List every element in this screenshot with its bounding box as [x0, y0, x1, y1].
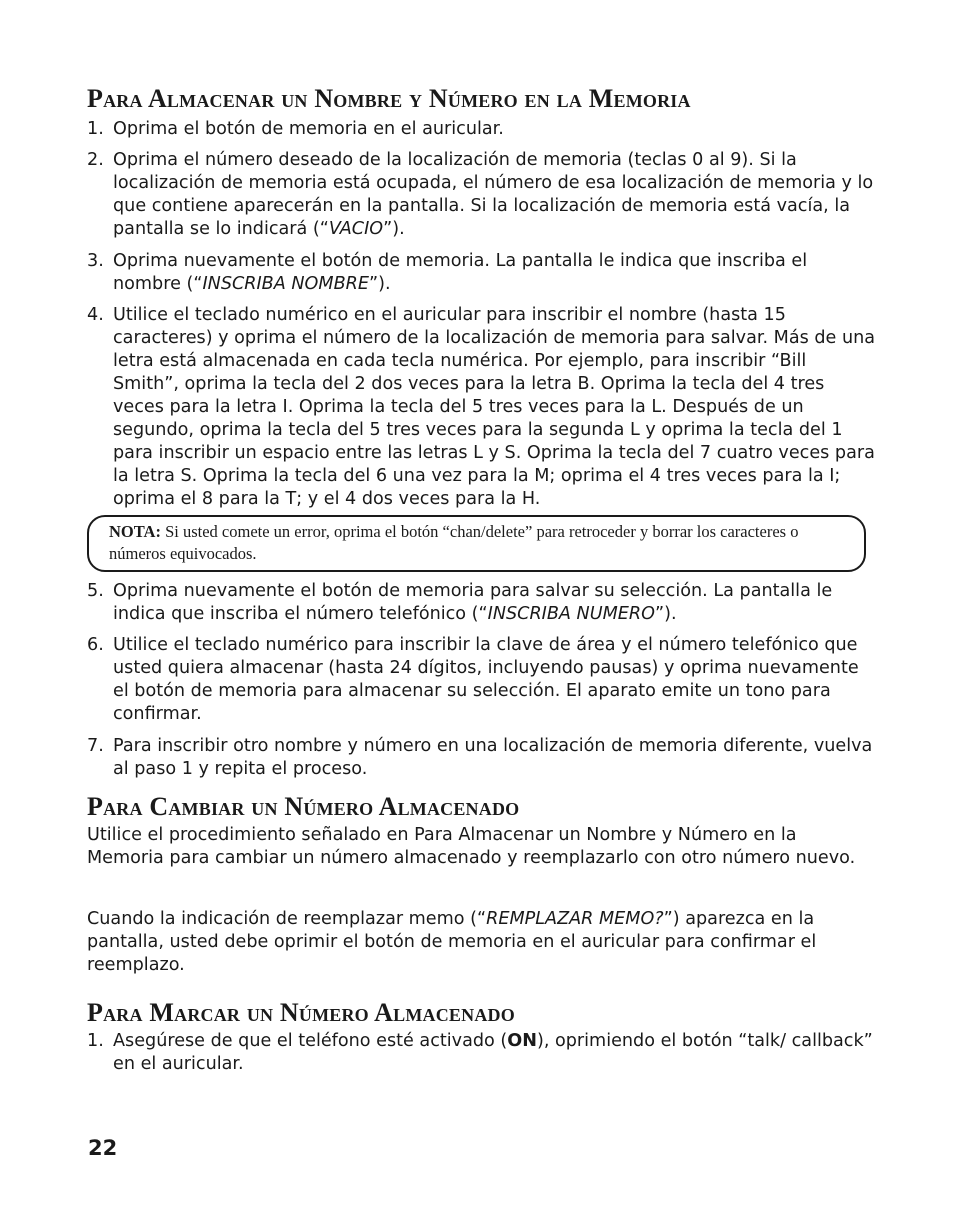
step-text: Asegúrese de que el teléfono esté activado (ON), oprimiendo el botón “talk/ callback” en el auricular.	[113, 1031, 873, 1074]
list-item	[87, 250, 877, 296]
paragraph: Cuando la indicación de reemplazar memo (“REMPLAZAR MEMO?”) aparezca en la pantalla, usted debe oprimir el botón de memoria en el auricular para confirmar el reemplazo.	[87, 909, 817, 975]
step-text: Utilice el teclado numérico para inscribir la clave de área y el número telefónico que usted quiera almacenar (hasta 24 dígitos, incluyendo pausas) y oprima nuevamente el botón de memoria para almacenar su selección. El aparato emite un tono para confirmar.	[113, 635, 859, 724]
list-item	[87, 118, 877, 141]
step-number: 5.	[87, 581, 104, 601]
step-text: Oprima el número deseado de la localización de memoria (teclas 0 al 9). Si la localización de memoria está ocupada, el número de esa localización de memoria y lo que contiene aparecerán en la pantalla. Si la localización de memoria está vacía, la pantalla se lo indicará (“VACIO”).	[113, 150, 874, 239]
step-text: Oprima nuevamente el botón de memoria. La pantalla le indica que inscriba el nombre (“INSCRIBA NOMBRE”).	[113, 251, 808, 294]
paragraph: Utilice el procedimiento señalado en Para Almacenar un Nombre y Número en la Memoria para cambiar un número almacenado y reemplazarlo con otro número nuevo.	[87, 825, 856, 868]
step-text: Oprima el botón de memoria en el auricular.	[113, 119, 504, 139]
step-number: 2.	[87, 150, 104, 170]
step-text: Oprima nuevamente el botón de memoria para salvar su selección. La pantalla le indica que inscriba el número telefónico (“INSCRIBA NUMERO”).	[113, 581, 833, 624]
list-item	[87, 580, 877, 626]
step-text: Para inscribir otro nombre y número en una localización de memoria diferente, vuelva al paso 1 y repita el proceso.	[113, 736, 873, 779]
section-heading-change: Para Cambiar un Número Almacenado	[87, 792, 520, 821]
step-number: 6.	[87, 635, 104, 655]
note-label: NOTA:	[109, 522, 161, 541]
step-number: 1.	[87, 119, 104, 139]
page-number: 22	[88, 1136, 118, 1160]
step-text: Utilice el teclado numérico en el auricular para inscribir el nombre (hasta 15 caracteres) y oprima el número de la localización de memoria para salvar. Más de una letra está almacenada en cada tecla numérica. Por ejemplo, para inscribir “Bill Smith”, oprima la tecla del 2 dos veces para la letra B. Oprima la tecla del 4 tres veces para la letra I. Oprima la tecla del 5 tres veces para la L. Después de un segundo, oprima la tecla del 5 tres veces para la segunda L y oprima la tecla del 1 para inscribir un espacio entre las letras L y S. Oprima la tecla del 7 cuatro veces para la letra S. Oprima la tecla del 6 una vez para la M; oprima el 4 tres veces para la I; oprima el 8 para la T; y el 4 dos veces para la H.	[113, 305, 876, 509]
step-number: 3.	[87, 251, 104, 271]
step-number: 4.	[87, 305, 104, 325]
list-item	[87, 634, 877, 726]
list-item	[87, 1030, 877, 1076]
step-number: 1.	[87, 1031, 104, 1051]
section-heading-store: Para Almacenar un Nombre y Número en la Memoria	[87, 84, 691, 113]
list-item	[87, 149, 877, 241]
step-number: 7.	[87, 736, 104, 756]
note-text: Si usted comete un error, oprima el botón “chan/delete” para retroceder y borrar los caracteres o números equivocados.	[109, 522, 799, 563]
list-item	[87, 304, 877, 511]
list-item	[87, 735, 877, 781]
section-heading-dial: Para Marcar un Número Almacenado	[87, 998, 515, 1027]
note-box	[87, 515, 866, 572]
